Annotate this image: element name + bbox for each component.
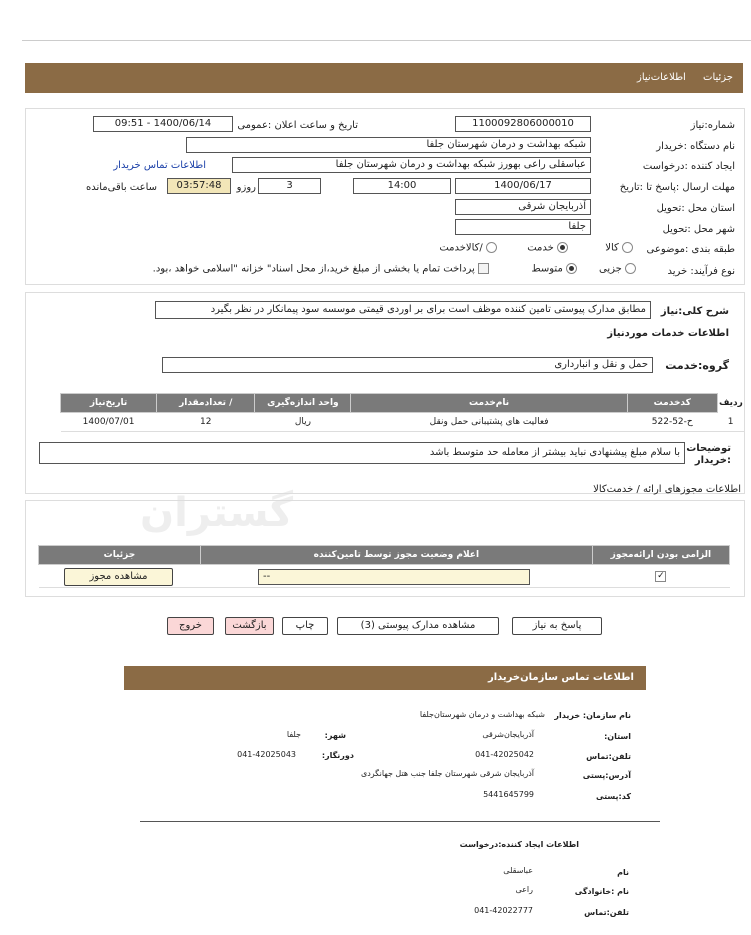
contact-org-label: نام سازمان: خریدار: [554, 711, 631, 720]
city-label: شهر محل :تحویل: [662, 224, 735, 235]
radio-partial[interactable]: [625, 263, 636, 274]
payment-option[interactable]: پرداخت تمام یا بخشی از مبلغ خرید،از محل اسناد" خزانه "اسلامی خواهد ،بود.: [153, 263, 489, 275]
contact-org-value: شبکه بهداشت و درمان شهرستان‌جلفا: [419, 710, 545, 719]
cell-permit-required: [592, 565, 729, 588]
contact-divider: [140, 821, 660, 822]
table-row: [61, 413, 745, 432]
days-field: 3: [258, 178, 321, 194]
view-permit-button[interactable]: مشاهده مجوز: [64, 568, 173, 586]
tab-need-info[interactable]: اطلاعات‌نیاز: [637, 72, 686, 83]
cell-unit: ریال: [255, 413, 351, 432]
services-info-label: اطلاعات خدمات موردنیاز: [607, 328, 729, 339]
category-goods-service-option[interactable]: /کالاخدمت: [439, 242, 497, 254]
radio-service[interactable]: [557, 242, 568, 253]
creator-name-value: عباسقلی: [503, 866, 533, 875]
contact-province-value: آذربایجان‌شرقی: [482, 730, 534, 739]
col-row: ردیف: [717, 394, 744, 413]
creator-label: ایجاد کننده :درخواست: [642, 161, 735, 172]
deadline-date-field: 1400/06/17: [455, 178, 591, 194]
radio-medium[interactable]: [566, 263, 577, 274]
col-permit-details: جزئیات: [39, 546, 201, 565]
cell-quantity: 12: [157, 413, 255, 432]
service-group-label: گروه:خدمت: [665, 359, 729, 372]
process-medium-option[interactable]: متوسط: [531, 263, 577, 275]
description-field: مطابق مدارک پیوستی تامین کننده موظف است برای بر اوردی قیمتی موسسه سود پیمانکار در نظر بگیرد: [155, 301, 651, 319]
process-label: نوع فرآیند: خرید: [667, 266, 735, 277]
tab-details[interactable]: جزئیات: [703, 72, 733, 83]
contact-address-value: آذربایجان شرقی شهرستان جلفا جنب هتل جهانگردی: [360, 769, 534, 778]
creator-phone-label: تلفن:تماس: [584, 908, 629, 917]
creator-field: عباسقلی راعی بهورز شبکه بهداشت و درمان شهرستان جلفا: [232, 157, 591, 173]
contact-postal-value: 5441645799: [483, 790, 534, 799]
need-number-label: شماره:نیاز: [690, 120, 735, 131]
remaining-time-field: 03:57:48: [167, 178, 231, 194]
permit-status-field[interactable]: --: [258, 569, 530, 585]
back-button[interactable]: بازگشت: [225, 617, 274, 635]
col-permit-status: اعلام وضعیت مجوز توسط تامین‌کننده: [200, 546, 592, 565]
permits-title: اطلاعات مجوزهای ارائه / خدمت‌کالا: [593, 484, 741, 495]
payment-checkbox[interactable]: [478, 263, 489, 274]
contact-city-value: جلفا: [286, 730, 301, 739]
announce-field: 1400/06/14 - 09:51: [93, 116, 233, 132]
print-button[interactable]: چاپ: [282, 617, 328, 635]
services-table: [60, 393, 744, 432]
process-partial-option[interactable]: جزیی: [599, 263, 636, 275]
deadline-time-field: 14:00: [353, 178, 451, 194]
service-group-field: حمل و نقل و انبارداری: [162, 357, 653, 373]
cell-row: 1: [717, 413, 744, 432]
deadline-label: مهلت ارسال :پاسخ تا :تاریخ: [619, 182, 735, 193]
reply-button[interactable]: پاسخ به نیاز: [512, 617, 602, 635]
remaining-label: ساعت باقی‌مانده: [85, 182, 157, 193]
contact-phone-value: 041-42025042: [475, 750, 534, 759]
buyer-org-label: نام دستگاه :خریدار: [656, 141, 735, 152]
permit-required-checkbox[interactable]: [655, 571, 666, 582]
radio-goods[interactable]: [622, 242, 633, 253]
page-header: [25, 63, 743, 93]
cell-service-code: ح-52-522: [627, 413, 717, 432]
radio-goods-service[interactable]: [486, 242, 497, 253]
contact-phone-label: تلفن:تماس: [586, 752, 631, 761]
days-label: روزو: [236, 182, 256, 193]
exit-button[interactable]: خروج: [167, 617, 214, 635]
creator-name-label: نام: [617, 868, 629, 877]
contact-address-label: آدرس:پستی: [582, 771, 631, 780]
contact-province-label: استان:: [604, 732, 631, 741]
creator-family-value: راعی: [515, 885, 533, 894]
contact-fax-label: دورنگار:: [321, 751, 354, 760]
col-service-code: کدخدمت: [627, 394, 717, 413]
city-field: جلفا: [455, 219, 591, 235]
need-number-field: 1100092806000010: [455, 116, 591, 132]
col-unit: واحد اندازه‌گیری: [255, 394, 351, 413]
buyer-contact-link[interactable]: اطلاعات تماس خریدار: [113, 160, 206, 171]
creator-family-label: نام :خانوادگی: [574, 887, 629, 896]
creator-info-title: اطلاعات ایجاد کننده:درخواست: [459, 840, 579, 849]
province-label: استان محل :تحویل: [656, 203, 735, 214]
cell-service-name: فعالیت های پشتیبانی حمل ونقل: [351, 413, 627, 432]
announce-label: تاریخ و ساعت اعلان :عمومی: [237, 120, 358, 131]
contact-postal-label: کد:پستی: [596, 792, 631, 801]
contact-fax-value: 041-42025043: [237, 750, 296, 759]
col-quantity: / تعدادمقدار: [157, 394, 255, 413]
col-permit-required: الزامی بودن ارائه‌مجوز: [592, 546, 729, 565]
buyer-notes-label: توضیحات :خریدار: [686, 443, 731, 466]
category-service-option[interactable]: خدمت: [527, 242, 568, 254]
contact-header: [124, 666, 646, 690]
col-need-date: تاریخ‌نیاز: [61, 394, 157, 413]
col-service-name: نام‌خدمت: [351, 394, 627, 413]
buyer-notes-field: با سلام مبلغ پیشنهادی نباید بیشتر از معامله حد متوسط باشد: [39, 442, 685, 464]
category-goods-option[interactable]: کالا: [605, 242, 633, 254]
watermark: گستران: [140, 490, 294, 536]
contact-city-label: شهر:: [324, 731, 346, 740]
province-field: آذربایجان شرقی: [455, 199, 591, 215]
need-info-panel: [25, 108, 745, 285]
attachments-button[interactable]: مشاهده مدارک پیوستی (3): [337, 617, 499, 635]
description-label: شرح کلی:نیاز: [660, 306, 729, 317]
cell-need-date: 1400/07/01: [61, 413, 157, 432]
buyer-org-field: شبکه بهداشت و درمان شهرستان جلفا: [186, 137, 591, 153]
creator-phone-value: 041-42022777: [474, 906, 533, 915]
contact-title: اطلاعات تماس سازمان‌خریدار: [487, 672, 634, 683]
category-label: طبقه بندی :موضوعی: [646, 244, 735, 255]
top-divider: [22, 40, 751, 41]
